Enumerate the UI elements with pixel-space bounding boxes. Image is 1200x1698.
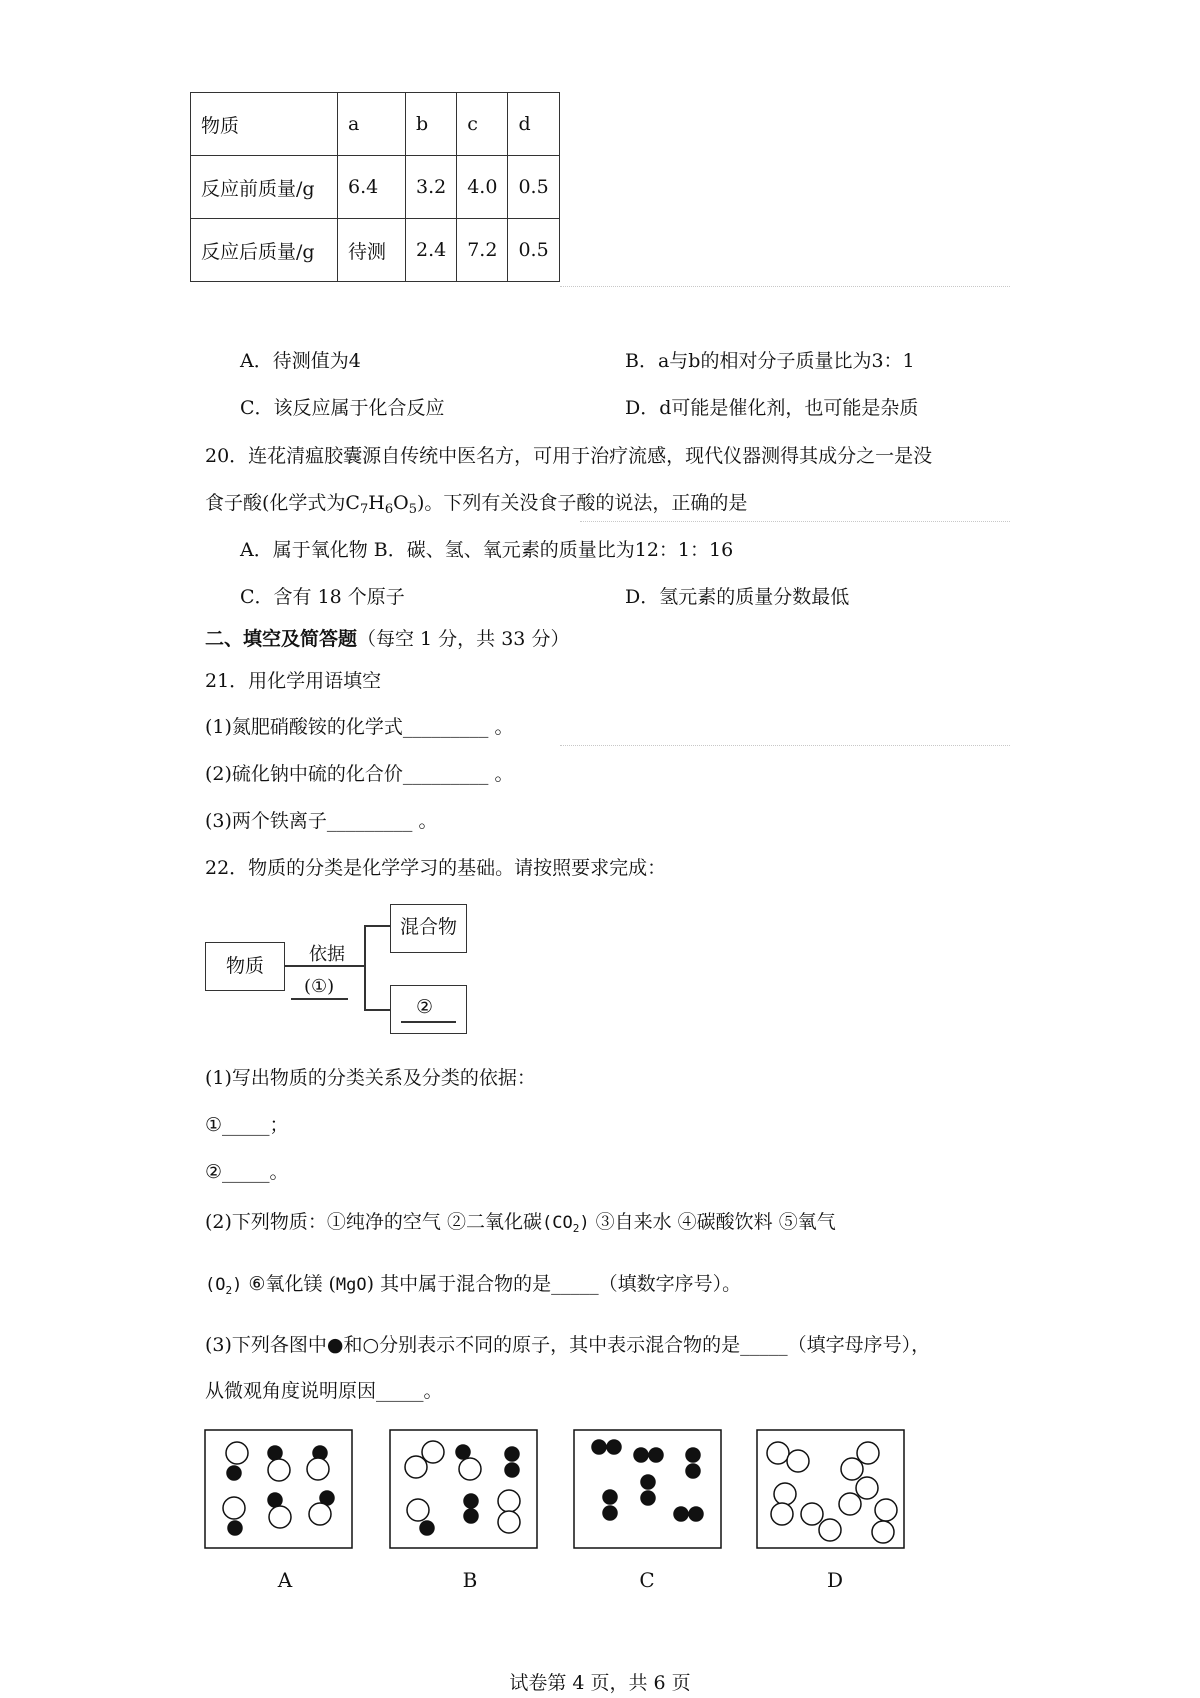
q19-option-b: B．a与b的相对分子质量比为3：1 [625,350,915,372]
q20-option-d: D．氢元素的质量分数最低 [625,586,850,608]
filled-atom-icon [686,1448,700,1462]
filled-atom-icon [603,1506,617,1520]
q22-blank-1: ①_____； [205,1114,289,1136]
table-cell: a [338,93,406,156]
q21-item-1: (1)氮肥硝酸铵的化学式_________ 。 [205,716,514,738]
table-cell: 6.4 [338,156,406,219]
open-atom-icon [268,1459,290,1481]
table-cell: 反应后质量/g [191,219,338,282]
q20-stem-post: )。下列有关没食子酸的说法，正确的是 [416,492,748,514]
open-atom-icon [767,1442,789,1464]
particle-label-a: A [277,1568,293,1592]
table-cell: b [406,93,457,156]
diagram-basis-blank: (①) [304,976,335,997]
diagram-blank-2: ② [416,996,434,1018]
q19-option-d: D．d可能是催化剂，也可能是杂质 [625,397,919,419]
q21-item-3: (3)两个铁离子_________ 。 [205,810,438,832]
open-atom-icon [839,1493,861,1515]
filled-atom-icon [641,1491,655,1505]
filled-atom-icon [464,1494,478,1508]
table-cell: d [508,93,559,156]
filled-atom-icon [227,1466,241,1480]
filled-atom-icon [674,1507,688,1521]
open-atom-icon [223,1497,245,1519]
q20-stem-pre: 食子酸(化学式为 [205,492,346,514]
diagram-basis-label: 依据 [309,944,345,965]
filled-atom-icon [505,1447,519,1461]
open-atom-icon [269,1506,291,1528]
table-cell: 2.4 [406,219,457,282]
q22-part1: (1)写出物质的分类关系及分类的依据： [205,1067,536,1089]
q22-part3-line2: 从微观角度说明原因_____。 [205,1380,443,1402]
section-title: 二、填空及简答题 [205,628,358,650]
open-atom-icon [407,1499,429,1521]
diagram-mixture-box: 混合物 [390,904,467,953]
open-atom-icon [872,1521,894,1543]
filled-atom-icon [268,1446,282,1460]
filled-atom-icon [607,1440,621,1454]
filled-atom-icon [603,1490,617,1504]
open-atom-icon [875,1499,897,1521]
mgo-formula: MgO [335,1275,367,1295]
table-cell: 3.2 [406,156,457,219]
open-atom-icon [226,1442,248,1464]
open-atom-icon [819,1519,841,1541]
filled-atom-icon [420,1521,434,1535]
table-cell: 物质 [191,93,338,156]
open-atom-icon [498,1511,520,1533]
q19-option-c: C．该反应属于化合反应 [240,397,445,419]
q20-stem-line1: 20．连花清瘟胶囊源自传统中医名方，可用于治疗流感，现代仪器测得其成分之一是没 [205,445,933,467]
open-atom-icon [307,1458,329,1480]
q22-blank-2: ②_____。 [205,1161,289,1183]
particle-label-c: C [639,1568,655,1592]
filled-atom-icon [268,1493,282,1507]
filled-atom-icon [641,1475,655,1489]
open-atom-icon [459,1458,481,1480]
q22-part2-line1: (2)下列物质：①纯净的空气 ②二氧化碳$(CO_2)$ ③自来水 ④碳酸饮料 ⑤氧气 [205,1211,836,1235]
open-atom-icon [422,1441,444,1463]
filled-atom-icon [228,1521,242,1535]
filled-atom-icon [649,1448,663,1462]
q20-option-ab: A．属于氧化物 B．碳、氢、氧元素的质量比为12：1：16 [240,539,734,561]
o2-formula: $(O_2)$ [205,1275,243,1297]
gallic-acid-formula: $C_7H_6O_5$ [345,492,417,517]
table-cell: 0.5 [508,156,559,219]
table-cell: 4.0 [457,156,508,219]
filled-atom-icon [689,1507,703,1521]
open-atom-icon [801,1503,823,1525]
filled-atom-icon [456,1445,470,1459]
q21-item-2: (2)硫化钠中硫的化合价_________ 。 [205,763,514,785]
filled-atom-icon [634,1448,648,1462]
open-atom-icon [856,1477,878,1499]
particle-label-b: B [462,1568,478,1592]
diagram-root-box: 物质 [205,942,285,991]
q21-title: 21．用化学用语填空 [205,670,382,692]
open-atom-icon [498,1490,520,1512]
co2-formula: $(CO_2)$ [541,1213,590,1235]
table-cell: 反应前质量/g [191,156,338,219]
table-cell: 待测 [338,219,406,282]
filled-atom-icon [686,1464,700,1478]
q22-title: 22．物质的分类是化学学习的基础。请按照要求完成： [205,857,667,879]
open-atom-icon [787,1450,809,1472]
particle-label-d: D [826,1568,844,1592]
open-atom-icon [774,1483,796,1505]
q19-option-a: A．待测值为4 [240,350,361,372]
table-cell: 7.2 [457,219,508,282]
q22-part2-line2: $(O_2)$ ⑥氧化镁 (MgO) 其中属于混合物的是_____（填数字序号）。 [205,1273,742,1297]
table-cell: c [457,93,508,156]
open-atom-icon [771,1503,793,1525]
open-atom-icon [309,1503,331,1525]
q22-part3-line1: (3)下列各图中●和○分别表示不同的原子，其中表示混合物的是_____（填字母序号）， [205,1334,931,1356]
q20-option-c: C．含有 18 个原子 [240,586,405,608]
filled-atom-icon [592,1440,606,1454]
page-footer: 试卷第 4 页，共 6 页 [509,1672,691,1694]
section-note: （每空 1 分，共 33 分） [357,628,570,650]
open-atom-icon [841,1458,863,1480]
table-cell: 0.5 [508,219,559,282]
open-atom-icon [405,1456,427,1478]
filled-atom-icon [464,1509,478,1523]
filled-atom-icon [505,1463,519,1477]
